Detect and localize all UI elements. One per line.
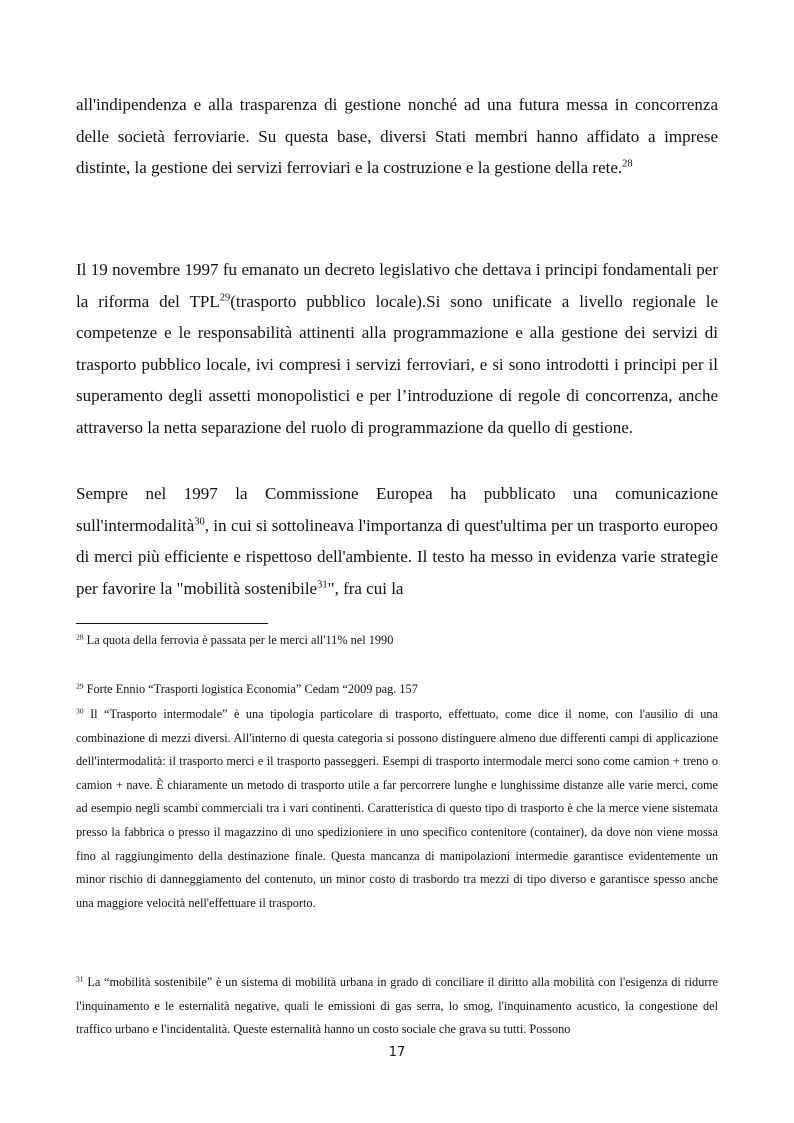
footnote-30 (76, 703, 718, 915)
footnote-number: 30 (76, 706, 84, 716)
footnote-number: 31 (76, 974, 84, 984)
paragraph-3-middle: , in cui si sottolineava l'importanza di quest'ultima per un trasporto europeo di merci più efficiente e rispettoso dell'ambiente. Il testo ha messo in evidenza varie strategie per favorire la "mobilità sostenibile (76, 515, 718, 598)
paragraph-3-text: Sempre nel 1997 la Commissione Europea ha pubblicato una comunicazione sull'intermodalità (76, 484, 718, 535)
paragraph-3-tail: ", fra cui la (327, 578, 404, 598)
footnote-ref-30[interactable]: 30 (194, 516, 205, 528)
paragraph-2 (76, 254, 718, 443)
footnote-number: 28 (76, 632, 84, 642)
footnote-ref-29[interactable]: 29 (219, 292, 231, 304)
footnote-29 (76, 678, 718, 702)
paragraph-2-tail: (trasporto pubblico locale).Si sono unificate a livello regionale le competenze e le responsabilità attinenti alla programmazione e alla gestione dei servizi di trasporto pubblico locale, ivi compresi i servizi ferroviari, e si sono introdotti i principi per il superamento degli assetti monopolistici e per l’introduzione di regole di concorrenza, anche attraverso la netta separazione del ruolo di programmazione da quello di gestione. (76, 291, 718, 437)
paragraph-1-text: all'indipendenza e alla trasparenza di gestione nonché ad una futura messa in concorrenza delle società ferroviarie. Su questa base, diversi Stati membri hanno affidato a imprese distinte, la gestione dei servizi ferroviari e la costruzione e la gestione della rete. (76, 95, 718, 177)
footnote-ref-31[interactable]: 31 (317, 579, 328, 591)
paragraph-1 (76, 89, 718, 184)
footnote-28 (76, 629, 718, 653)
footnote-text: Forte Ennio “Trasporti logistica Economia” Cedam “2009 pag. 157 (83, 682, 418, 696)
footnote-number: 29 (76, 681, 84, 691)
paragraph-3 (76, 478, 718, 604)
footnote-text: La “mobilità sostenibile” è un sistema di mobilità urbana in grado di conciliare il diritto alla mobilità con l'esigenza di ridurre l'inquinamento e le esternalità negative, quali le emissioni di gas serra, lo smog, l'inquinamento acustico, la congestione del traffico urbano e l'incidentalità. Queste esternalità hanno un costo sociale che grava su tutti. Possono (76, 975, 718, 1037)
footnote-text: Il “Trasporto intermodale” è una tipologia particolare di trasporto, effettuato, come dice il nome, con l'ausilio di una combinazione di mezzi diversi. All'interno di questa categoria si possono distinguere almeno due differenti campi di applicazione dell'intermodalità: il trasporto merci e il trasporto passeggeri. Esempi di trasporto intermodale merci sono come camion + treno o camion + nave. È chiaramente un metodo di trasporto utile a far percorrere lunghe e lunghissime distanze alle varie merci, come ad esempio negli scambi commerciali tra i vari continenti. Caratteristica di questo tipo di trasporto è che la merce viene sistemata presso la fabbrica o presso il magazzino di uno spedizioniere in uno specifico contenitore (container), da dove non viene mossa fino al raggiungimento della destinazione finale. Questa mancanza di manipolazioni intermedie garantisce evidentemente un minor rischio di danneggiamento del contenuto, un minor costo di trasbordo tra mezzi di tipo diverso e garantisce spesso anche una maggiore velocità nell'effettuare il trasporto. (76, 707, 718, 910)
footnote-text: La quota della ferrovia è passata per le merci all'11% nel 1990 (83, 633, 394, 647)
paragraph-2-text: Il 19 novembre 1997 fu emanato un decreto legislativo che dettava i principi fondamentali per la riforma del TPL (76, 260, 718, 311)
page-number: 17 (388, 1045, 406, 1060)
footnote-31 (76, 971, 718, 1042)
footnote-ref-28[interactable]: 28 (622, 158, 633, 170)
footnote-separator (76, 623, 268, 624)
